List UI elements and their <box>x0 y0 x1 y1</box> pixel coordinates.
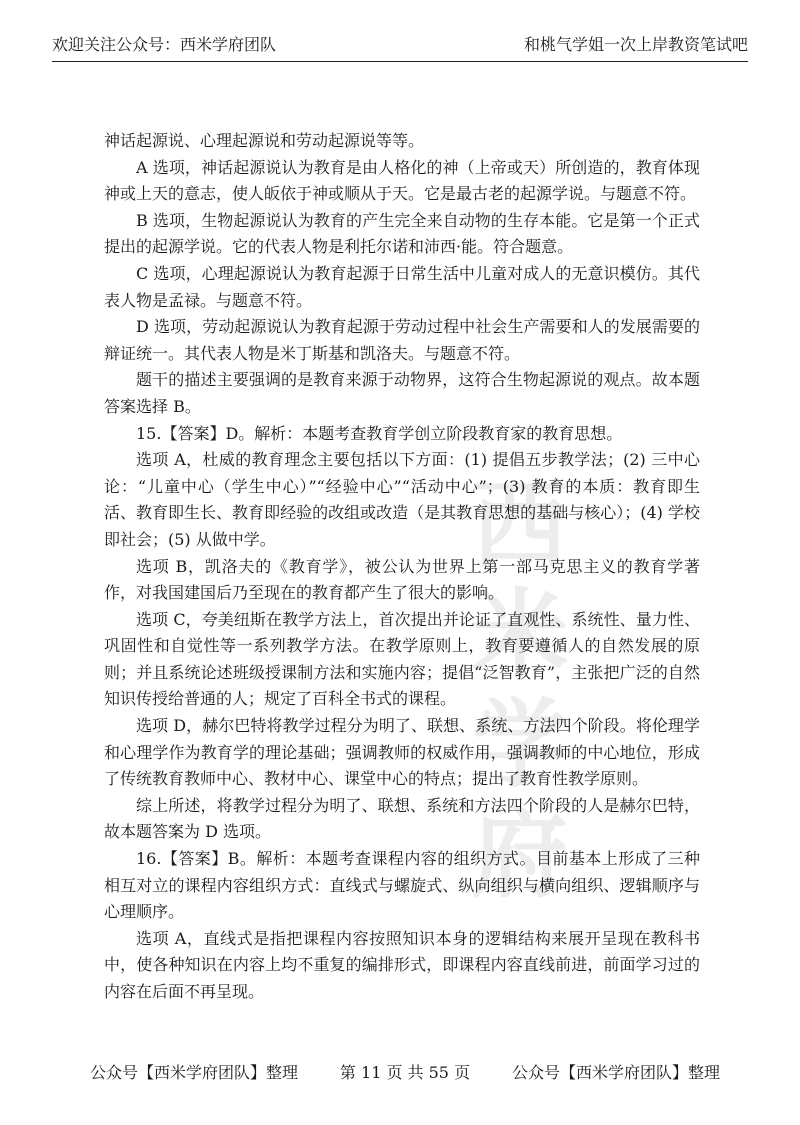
paragraph: 16.【答案】B。解析：本题考查课程内容的组织方式。目前基本上形成了三种相互对立的课程内容组织方式：直线式与螺旋式、纵向组织与横向组织、逻辑顺序与心理顺序。 <box>104 849 700 922</box>
paragraph: 综上所述，将教学过程分为明了、联想、系统和方法四个阶段的人是赫尔巴特，故本题答案为 D 选项。 <box>104 795 700 842</box>
paragraph: 选项 C，夸美纽斯在教学方法上，首次提出并论证了直观性、系统性、量力性、巩固性和自觉性等一系列教学方法。在教学原则上，教育要遵循人的自然发展的原则；并且系统论述班级授课制方法和实施内容；提倡“泛智教育”，主张把广泛的自然知识传授给普通的人；规定了百科全书式的课程。 <box>104 609 700 709</box>
paragraph: 选项 B，凯洛夫的《教育学》，被公认为世界上第一部马克思主义的教育学著作，对我国建国后乃至现在的教育都产生了很大的影响。 <box>104 556 700 603</box>
paragraph: C 选项，心理起源说认为教育起源于日常生活中儿童对成人的无意识模仿。其代表人物是孟禄。与题意不符。 <box>104 263 700 310</box>
paragraph: D 选项，劳动起源说认为教育起源于劳动过程中社会生产需要和人的发展需要的辩证统一。其代表人物是米丁斯基和凯洛夫。与题意不符。 <box>104 317 700 363</box>
paragraph: B 选项，生物起源说认为教育的产生完全来自动物的生存本能。它是第一个正式提出的起源学说。它的代表人物是利托尔诺和沛西·能。符合题意。 <box>104 210 700 257</box>
paragraph: 选项 D，赫尔巴特将教学过程分为明了、联想、系统、方法四个阶段。将伦理学和心理学作为教育学的理论基础；强调教师的权威作用，强调教师的中心地位，形成了传统教育教师中心、教材中心、课堂中心的特点；提出了教育性教学原则。 <box>104 716 700 789</box>
header-left-text: 欢迎关注公众号：西米学府团队 <box>52 35 277 54</box>
paragraph: 题干的描述主要强调的是教育来源于动物界，这符合生物起源说的观点。故本题答案选择 B。 <box>104 370 700 416</box>
watermark: 西米学府 <box>472 469 568 911</box>
paragraph: 选项 A，直线式是指把课程内容按照知识本身的逻辑结构来展开呈现在教科书中，使各种知识在内容上均不重复的编排形式，即课程内容直线前进，前面学习过的内容在后面不再呈现。 <box>104 928 700 1001</box>
page-footer <box>90 1060 720 1083</box>
page-number: 第 11 页 共 55 页 <box>339 1063 471 1082</box>
footer-left-text: 公众号【西米学府团队】整理 <box>90 1063 299 1082</box>
page-header <box>52 22 748 62</box>
footer-right-text: 公众号【西米学府团队】整理 <box>511 1063 720 1082</box>
paragraph: A 选项，神话起源说认为教育是由人格化的神（上帝或天）所创造的，教育体现神或上天的意志，使人皈依于神或顺从于天。它是最古老的起源学说。与题意不符。 <box>104 157 700 204</box>
paragraph: 神话起源说、心理起源说和劳动起源说等等。 <box>104 131 425 150</box>
document-body <box>104 128 700 1006</box>
paragraph: 15.【答案】D。解析：本题考查教育学创立阶段教育家的教育思想。 <box>136 423 623 443</box>
paragraph: 选项 A，杜威的教育理念主要包括以下方面：(1) 提倡五步教学法；(2) 三中心论：“儿童中心（学生中心）”“经验中心”“活动中心”；(3) 教育的本质：教育即生活、教育即生长、教育即经验的改组或改造（是其教育思想的基础与核心）；(4) 学校即社会；(5) 从做中学。 <box>104 450 700 549</box>
header-right-text: 和桃气学姐一次上岸教资笔试吧 <box>523 35 748 54</box>
